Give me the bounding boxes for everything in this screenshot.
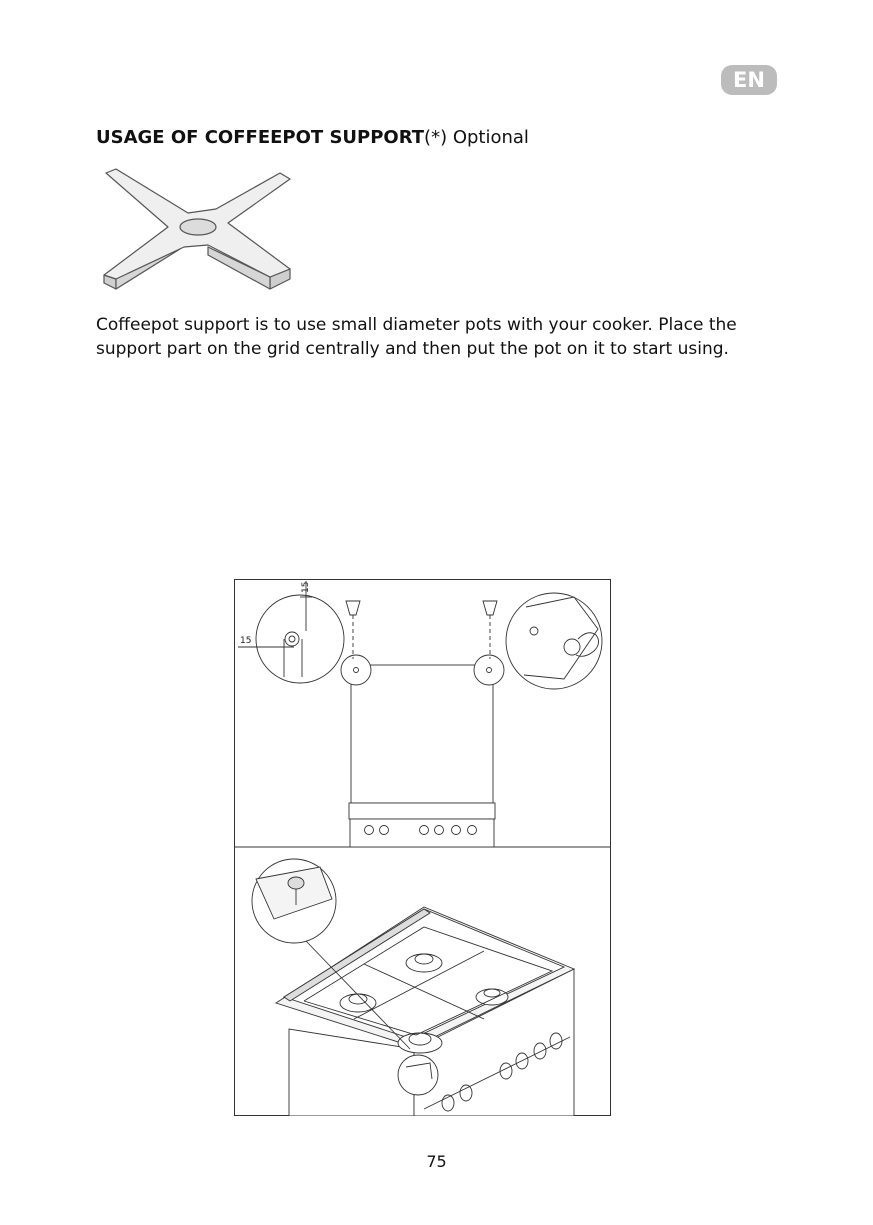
page-number: 75 xyxy=(426,1152,447,1171)
dimension-label-horizontal: 15 xyxy=(240,636,252,646)
heading-title: USAGE OF COFFEEPOT SUPPORT xyxy=(96,127,425,148)
instructions-line-1: Coffeepot support is to use small diameter pots with your cooker. Place the xyxy=(96,315,737,335)
dimension-label-vertical: 15 xyxy=(301,581,311,593)
instructions-paragraph xyxy=(96,313,756,361)
instructions-line-2: support part on the grid centrally and then put the pot on it to start using. xyxy=(96,339,729,359)
heading-optional-note: (*) Optional xyxy=(424,127,529,148)
language-badge: EN xyxy=(721,65,777,95)
coffeepot-support-illustration xyxy=(98,165,298,295)
installation-illustration xyxy=(234,579,611,1116)
section-heading xyxy=(96,127,529,148)
